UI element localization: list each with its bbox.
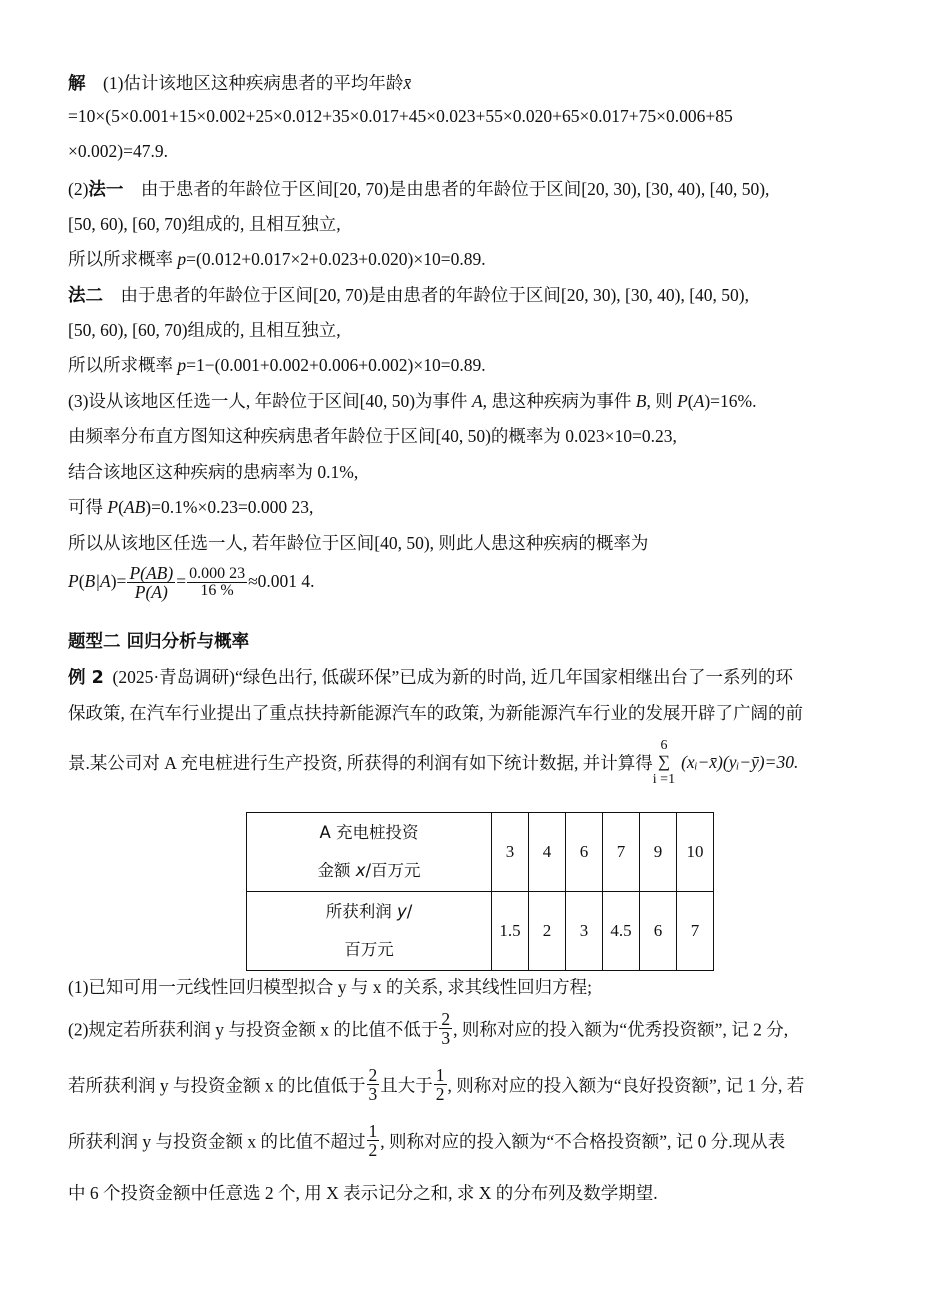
row-header-x-line1: A 充电桩投资 xyxy=(319,823,419,842)
table-cell: 4.5 xyxy=(603,892,640,971)
sum-symbol: ∑ xyxy=(657,752,670,772)
method1-text: 由于患者的年龄位于区间[20, 70)是由患者的年龄位于区间[20, 30), [30, 40), [40, 50), xyxy=(140,179,770,199)
row-header-x-var: x xyxy=(355,861,366,880)
table-row-y xyxy=(247,892,714,971)
cond-open: ( xyxy=(78,570,85,591)
method1-conclusion-post: =(0.012+0.017×2+0.023+0.020)×10=0.89. xyxy=(186,249,486,269)
cond-ba: B|A xyxy=(84,570,111,591)
question2-line2 xyxy=(68,1066,804,1104)
table-cell: 9 xyxy=(640,813,677,892)
q2-l3-frac xyxy=(367,1122,380,1160)
example2-label: 例 2 xyxy=(68,668,104,688)
method2-line1 xyxy=(68,282,749,307)
solution-part1-line xyxy=(68,70,411,95)
method1-var-p: p xyxy=(177,249,187,269)
cond-fraction xyxy=(127,564,175,602)
table-cell: 7 xyxy=(603,813,640,892)
mean-symbol: x̄ xyxy=(403,73,412,93)
part3-text-c: , 则 xyxy=(646,391,673,411)
method2-text: 由于患者的年龄位于区间[20, 70)是由患者的年龄位于区间[20, 30), [30, 40), [40, 50), xyxy=(120,285,749,305)
q2-text-a: (2)规定若所获利润 y 与投资金额 x 的比值不低于 xyxy=(68,1019,439,1040)
question2-line3 xyxy=(68,1122,785,1160)
method2-line3 xyxy=(68,352,486,377)
q2-l2-text-a: 若所获利润 y 与投资金额 x 的比值低于 xyxy=(68,1075,366,1096)
row-header-x-line2 xyxy=(248,852,490,890)
table-cell: 4 xyxy=(529,813,566,892)
q2-l2-f2-den: 2 xyxy=(435,1084,445,1105)
example2-line2: 保政策, 在汽车行业提出了重点扶持新能源汽车的政策, 为新能源汽车行业的发展开辟了广阔的前 xyxy=(68,703,803,723)
q2-text-b: , 则称对应的投入额为“优秀投资额”, 记 2 分, xyxy=(453,1019,789,1040)
cond-p: P xyxy=(68,570,79,591)
table-cell: 1.5 xyxy=(492,892,529,971)
q2-l2-frac-1 xyxy=(367,1066,380,1104)
part3-text-a: (3)设从该地区任选一人, 年龄位于区间[40, 50)为事件 xyxy=(68,391,468,411)
frac-num-p: P xyxy=(129,563,141,583)
event-b: B xyxy=(635,391,647,411)
value-fraction-num: 0.000 23 xyxy=(189,564,246,582)
row-header-x-a: 金额 xyxy=(317,861,356,880)
example2-line1 xyxy=(68,664,793,689)
investment-profit-table xyxy=(246,812,714,971)
question2-line4: 中 6 个投资金额中任意选 2 个, 用 X 表示记分之和, 求 X 的分布列及数学期望. xyxy=(68,1183,658,1203)
table-cell: 6 xyxy=(566,813,603,892)
part3-line5: 所以从该地区任选一人, 若年龄位于区间[40, 50), 则此人患这种疾病的概率为 xyxy=(68,533,649,553)
row-header-y-var: y xyxy=(396,902,407,921)
table-cell: 6 xyxy=(640,892,677,971)
example2-text1: (2025·青岛调研)“绿色出行, 低碳环保”已成为新的时尚, 近几年国家相继出台了一系列的环 xyxy=(112,667,794,687)
method1-label: 法一 xyxy=(88,180,124,200)
method2-line2: [50, 60), [60, 70)组成的, 且相互独立, xyxy=(68,320,341,340)
row-header-y-b: / xyxy=(406,902,413,921)
row-header-y-a: 所获利润 xyxy=(325,902,397,921)
row-header-x xyxy=(247,813,492,892)
value-fraction-den: 16 % xyxy=(200,582,234,600)
row-header-x-b: /百万元 xyxy=(365,861,421,880)
event-a: A xyxy=(471,391,483,411)
question2-line1 xyxy=(68,1010,788,1048)
table-cell: 2 xyxy=(529,892,566,971)
conditional-probability-formula xyxy=(68,564,315,602)
cond-close: )= xyxy=(110,570,127,591)
joint-open: ( xyxy=(118,497,124,517)
prob-open: ( xyxy=(687,391,694,411)
part3-text-b: , 患这种疾病为事件 xyxy=(482,391,632,411)
approx-result: ≈0.001 4. xyxy=(248,570,315,591)
part3-line4 xyxy=(68,494,313,519)
row-header-y xyxy=(247,892,492,971)
q2-l2-text-b: 且大于 xyxy=(380,1075,433,1096)
q2-l3-text-a: 所获利润 y 与投资金额 x 的比值不超过 xyxy=(68,1131,366,1152)
joint-value: )=0.1%×0.23=0.000 23, xyxy=(145,497,314,517)
table-cell: 7 xyxy=(677,892,714,971)
q2-l3-text-b: , 则称对应的投入额为“不合格投资额”, 记 0 分.现从表 xyxy=(380,1131,786,1152)
joint-p: P xyxy=(107,497,119,517)
question1: (1)已知可用一元线性回归模型拟合 y 与 x 的关系, 求其线性回归方程; xyxy=(68,977,593,997)
row-header-y-line1 xyxy=(248,893,490,931)
part1-text: (1)估计该地区这种疾病患者的平均年龄 xyxy=(103,73,404,93)
table-cell: 3 xyxy=(566,892,603,971)
table-cell: 3 xyxy=(492,813,529,892)
frac-den-a: (A) xyxy=(145,582,168,603)
solution-label: 解 xyxy=(68,74,86,94)
q2-l2-text-c: , 则称对应的投入额为“良好投资额”, 记 1 分, 若 xyxy=(447,1075,805,1096)
value-fraction xyxy=(187,566,247,601)
method1-line2: [50, 60), [60, 70)组成的, 且相互独立, xyxy=(68,214,341,234)
example2-text3: 景.某公司对 A 充电桩进行生产投资, 所获得的利润有如下统计数据, 并计算得 xyxy=(68,753,653,774)
example2-line3 xyxy=(68,738,798,787)
part3-line4-pre: 可得 xyxy=(68,497,103,517)
prob-a-value: )=16%. xyxy=(704,391,757,411)
sum-upper: 6 xyxy=(660,738,668,753)
method1-line1 xyxy=(68,176,769,201)
q2-l2-f1-den: 3 xyxy=(368,1084,378,1105)
mean-calc-line2: ×0.002)=47.9. xyxy=(68,141,168,161)
table-cell: 10 xyxy=(677,813,714,892)
method2-conclusion-pre: 所以所求概率 xyxy=(68,355,173,375)
mean-calc-line1: =10×(5×0.001+15×0.002+25×0.012+35×0.017+45×0.023+55×0.020+65×0.017+75×0.006+85 xyxy=(68,106,733,126)
table-row-x xyxy=(247,813,714,892)
frac-den-p: P xyxy=(134,582,146,603)
q2-l3-f-num: 1 xyxy=(368,1121,378,1141)
part3-line1 xyxy=(68,388,756,413)
part3-line3: 结合该地区这种疾病的患病率为 0.1%, xyxy=(68,462,359,482)
summation xyxy=(653,738,675,787)
method2-conclusion-post: =1−(0.001+0.002+0.006+0.002)×10=0.89. xyxy=(186,355,486,375)
prob-p: P xyxy=(677,391,688,411)
sum-lower: i =1 xyxy=(652,772,676,788)
q2-frac-den: 3 xyxy=(441,1028,451,1049)
frac-num-ab: (AB) xyxy=(140,563,174,583)
q2-frac-two-thirds xyxy=(439,1010,452,1048)
equals-sign: = xyxy=(176,570,187,591)
prob-a: A xyxy=(693,391,705,411)
q2-l2-f2-num: 1 xyxy=(435,1065,445,1085)
joint-ab: AB xyxy=(123,497,146,517)
method2-var-p: p xyxy=(177,355,187,375)
q2-l2-f1-num: 2 xyxy=(368,1065,378,1085)
part2-prefix: (2) xyxy=(68,179,89,199)
row-header-y-line2: 百万元 xyxy=(344,940,394,959)
method1-line3 xyxy=(68,246,486,271)
sum-expression: (xᵢ−x̄)(yᵢ−ȳ)=30. xyxy=(681,752,799,773)
part3-line2: 由频率分布直方图知这种疾病患者年龄位于区间[40, 50)的概率为 0.023×10=0.23, xyxy=(68,426,677,446)
q2-l2-frac-2 xyxy=(434,1066,447,1104)
method1-conclusion-pre: 所以所求概率 xyxy=(68,249,173,269)
q2-l3-f-den: 2 xyxy=(368,1140,378,1161)
section-title-type2: 题型二 回归分析与概率 xyxy=(68,632,250,652)
method2-label: 法二 xyxy=(68,286,103,306)
q2-frac-num: 2 xyxy=(441,1009,451,1029)
